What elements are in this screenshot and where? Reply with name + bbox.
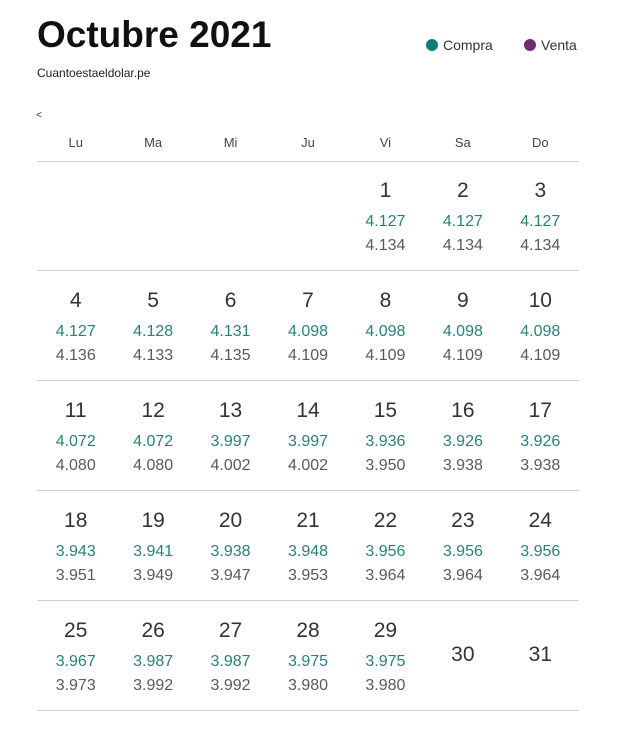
calendar-grid xyxy=(37,161,579,711)
empty-day-cell xyxy=(114,161,191,270)
venta-rate: 3.951 xyxy=(55,567,96,584)
day-cell-8[interactable] xyxy=(347,271,424,380)
day-number: 18 xyxy=(64,509,88,532)
weekday-label: Do xyxy=(531,135,549,150)
week-row xyxy=(37,271,579,381)
previous-month-icon[interactable]: < xyxy=(36,110,42,121)
day-number: 13 xyxy=(218,399,243,422)
compra-rate: 3.938 xyxy=(210,543,251,560)
day-number: 28 xyxy=(296,619,320,642)
compra-rate: 3.956 xyxy=(442,543,483,560)
day-cell-23[interactable] xyxy=(424,491,501,600)
day-number: 6 xyxy=(224,289,237,312)
legend-compra xyxy=(426,37,493,53)
day-number: 3 xyxy=(534,179,547,202)
compra-rate: 4.098 xyxy=(520,323,561,340)
empty-day-cell xyxy=(192,161,269,270)
compra-rate: 4.098 xyxy=(365,323,406,340)
site-name: Cuantoestaeldolar.pe xyxy=(37,66,151,80)
compra-rate: 3.975 xyxy=(365,653,406,670)
weekday-label: Ju xyxy=(301,135,315,150)
day-number: 17 xyxy=(528,399,552,422)
weekday-label: Lu xyxy=(68,135,83,150)
compra-rate: 4.098 xyxy=(287,323,329,340)
empty-day-cell xyxy=(37,161,114,270)
venta-rate: 3.950 xyxy=(365,457,406,474)
compra-rate: 3.943 xyxy=(55,543,96,560)
venta-rate: 4.134 xyxy=(442,237,483,254)
compra-rate: 3.975 xyxy=(287,653,329,670)
compra-rate: 4.072 xyxy=(133,433,174,450)
day-cell-13[interactable] xyxy=(192,381,269,490)
day-cell-3[interactable] xyxy=(502,161,579,270)
day-cell-17[interactable] xyxy=(502,381,579,490)
venta-rate: 3.938 xyxy=(442,457,483,474)
day-cell-12[interactable] xyxy=(114,381,191,490)
legend-venta xyxy=(524,37,577,53)
day-number: 16 xyxy=(451,399,475,422)
day-cell-22[interactable] xyxy=(347,491,424,600)
day-number: 31 xyxy=(528,643,552,666)
day-cell-30[interactable] xyxy=(424,601,501,710)
weekday-label: Vi xyxy=(379,135,392,150)
venta-rate: 3.947 xyxy=(210,567,251,584)
day-number: 2 xyxy=(457,179,469,202)
venta-rate: 4.134 xyxy=(520,237,561,254)
day-number: 4 xyxy=(69,289,82,312)
day-number: 26 xyxy=(141,619,165,642)
compra-rate: 3.926 xyxy=(520,433,561,450)
venta-rate: 4.135 xyxy=(210,347,251,364)
venta-rate: 3.964 xyxy=(520,567,561,584)
venta-dot-icon xyxy=(524,39,536,51)
day-cell-28[interactable] xyxy=(269,601,346,710)
day-cell-18[interactable] xyxy=(37,491,114,600)
compra-rate: 4.098 xyxy=(442,323,483,340)
compra-rate: 3.987 xyxy=(210,653,251,670)
day-cell-31[interactable] xyxy=(502,601,579,710)
week-row xyxy=(37,381,579,491)
venta-rate: 4.080 xyxy=(55,457,96,474)
day-number: 19 xyxy=(141,509,165,532)
compra-rate: 4.127 xyxy=(55,323,96,340)
week-row xyxy=(37,601,579,711)
venta-rate: 4.002 xyxy=(210,457,251,474)
venta-rate: 3.938 xyxy=(520,457,561,474)
day-number: 8 xyxy=(379,289,392,312)
venta-rate: 3.964 xyxy=(442,567,483,584)
venta-rate: 3.992 xyxy=(133,677,174,694)
day-number: 24 xyxy=(528,509,552,532)
day-number: 11 xyxy=(64,399,87,422)
day-cell-29[interactable] xyxy=(347,601,424,710)
venta-rate: 4.002 xyxy=(287,457,329,474)
weekday-label: Mi xyxy=(223,135,238,150)
compra-rate: 3.997 xyxy=(287,433,329,450)
legend-compra-label: Compra xyxy=(443,37,493,53)
compra-rate: 3.967 xyxy=(55,653,96,670)
compra-rate: 4.128 xyxy=(133,323,174,340)
compra-rate: 3.926 xyxy=(442,433,483,450)
day-cell-2[interactable] xyxy=(424,161,501,270)
day-number: 30 xyxy=(451,643,475,666)
compra-dot-icon xyxy=(426,39,438,51)
day-cell-7[interactable] xyxy=(269,271,346,380)
compra-rate: 3.936 xyxy=(365,433,406,450)
compra-rate: 4.072 xyxy=(55,433,96,450)
compra-rate: 4.127 xyxy=(520,213,561,230)
day-number: 14 xyxy=(296,399,320,422)
day-number: 25 xyxy=(64,619,88,642)
day-cell-1[interactable] xyxy=(347,161,424,270)
venta-rate: 3.992 xyxy=(210,677,251,694)
day-number: 21 xyxy=(296,509,320,532)
day-number: 5 xyxy=(147,289,159,312)
day-cell-11[interactable] xyxy=(37,381,114,490)
venta-rate: 3.953 xyxy=(287,567,329,584)
day-number: 9 xyxy=(457,289,469,312)
venta-rate: 4.109 xyxy=(520,347,561,364)
compra-rate: 4.131 xyxy=(210,323,251,340)
empty-day-cell xyxy=(269,161,346,270)
day-cell-20[interactable] xyxy=(192,491,269,600)
venta-rate: 3.980 xyxy=(365,677,406,694)
day-number: 7 xyxy=(302,289,314,312)
day-cell-25[interactable] xyxy=(37,601,114,710)
compra-rate: 4.127 xyxy=(365,213,406,230)
day-cell-24[interactable] xyxy=(502,491,579,600)
venta-rate: 3.980 xyxy=(287,677,329,694)
compra-rate: 3.956 xyxy=(365,543,406,560)
day-number: 12 xyxy=(141,399,165,422)
day-cell-10[interactable] xyxy=(502,271,579,380)
compra-rate: 3.948 xyxy=(287,543,329,560)
weekday-header xyxy=(37,131,579,162)
day-number: 20 xyxy=(218,509,243,532)
venta-rate: 4.080 xyxy=(133,457,174,474)
day-cell-6[interactable] xyxy=(192,271,269,380)
day-number: 22 xyxy=(373,509,398,532)
week-row xyxy=(37,161,579,271)
legend-venta-label: Venta xyxy=(541,37,577,53)
compra-rate: 3.987 xyxy=(133,653,174,670)
venta-rate: 4.133 xyxy=(133,347,174,364)
day-number: 1 xyxy=(379,179,392,202)
day-number: 23 xyxy=(451,509,475,532)
compra-rate: 3.941 xyxy=(133,543,174,560)
day-cell-26[interactable] xyxy=(114,601,191,710)
day-number: 10 xyxy=(528,289,552,312)
weekday-label: Ma xyxy=(144,135,163,150)
day-cell-16[interactable] xyxy=(424,381,501,490)
day-cell-15[interactable] xyxy=(347,381,424,490)
venta-rate: 4.136 xyxy=(55,347,96,364)
week-row xyxy=(37,491,579,601)
day-number: 15 xyxy=(373,399,398,422)
weekday-label: Sa xyxy=(454,135,471,150)
compra-rate: 3.997 xyxy=(210,433,251,450)
venta-rate: 3.949 xyxy=(133,567,174,584)
day-cell-9[interactable] xyxy=(424,271,501,380)
venta-rate: 3.964 xyxy=(365,567,406,584)
compra-rate: 4.127 xyxy=(442,213,483,230)
day-cell-21[interactable] xyxy=(269,491,346,600)
day-cell-5[interactable] xyxy=(114,271,191,380)
venta-rate: 4.134 xyxy=(365,237,406,254)
venta-rate: 4.109 xyxy=(442,347,483,364)
page-title: Octubre 2021 xyxy=(37,14,272,55)
day-cell-19[interactable] xyxy=(114,491,191,600)
day-cell-27[interactable] xyxy=(192,601,269,710)
day-cell-4[interactable] xyxy=(37,271,114,380)
venta-rate: 4.109 xyxy=(287,347,329,364)
day-number: 27 xyxy=(218,619,243,642)
venta-rate: 4.109 xyxy=(365,347,406,364)
day-cell-14[interactable] xyxy=(269,381,346,490)
day-number: 29 xyxy=(373,619,398,642)
venta-rate: 3.973 xyxy=(55,677,96,694)
compra-rate: 3.956 xyxy=(520,543,561,560)
